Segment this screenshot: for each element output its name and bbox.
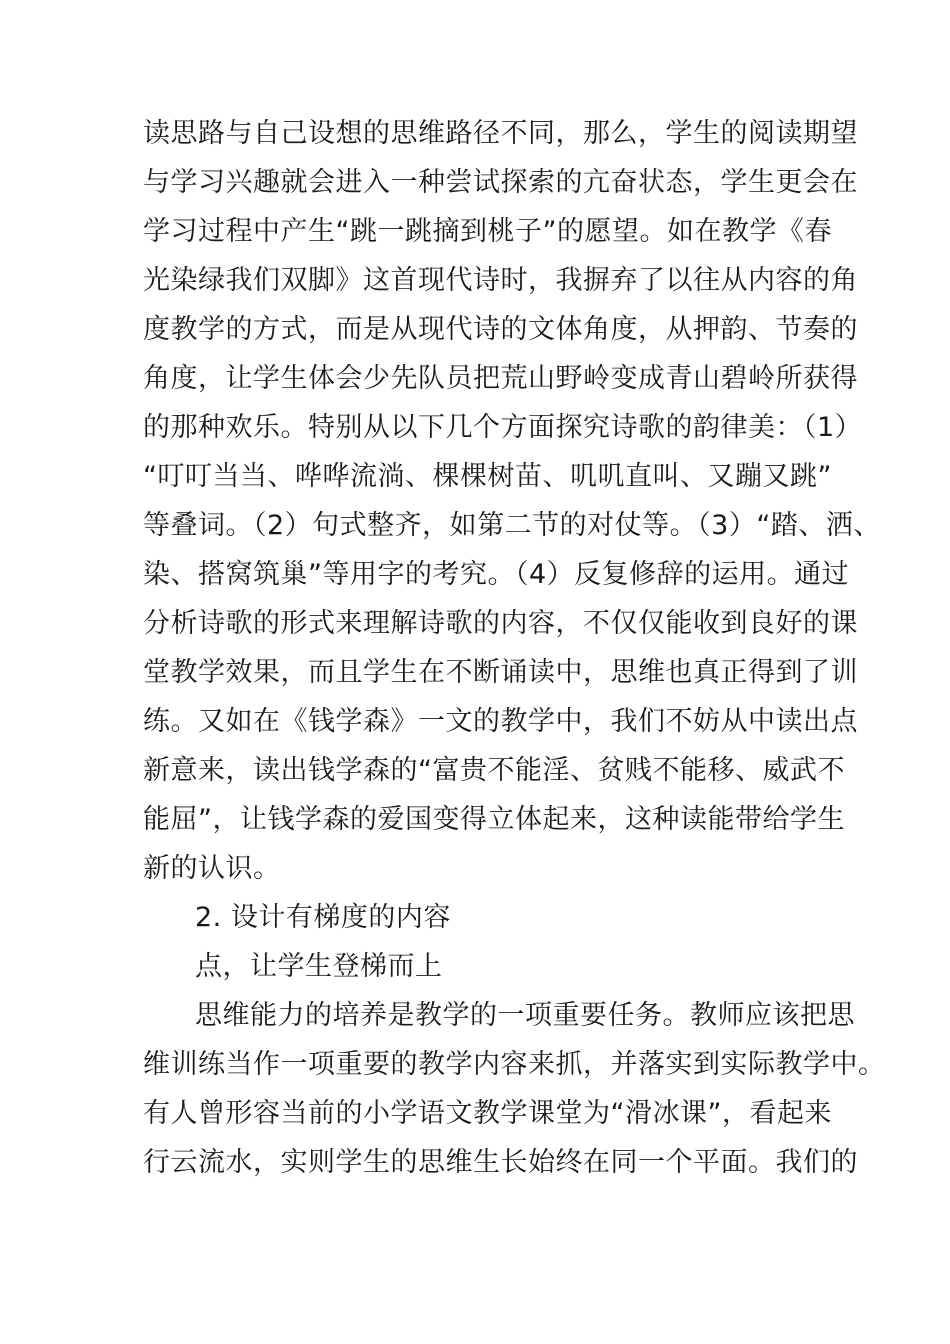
body-text-line: 度教学的方式，而是从现代诗的文体角度，从押韵、节奏的	[143, 314, 858, 345]
body-text-line: 的那种欢乐。特别从以下几个方面探究诗歌的韵律美：（1）	[143, 412, 863, 443]
section-heading: 2. 设计有梯度的内容	[195, 902, 451, 933]
body-text-line: 角度，让学生体会少先队员把荒山野岭变成青山碧岭所获得	[143, 363, 858, 394]
body-text-line: 读思路与自己设想的思维路径不同，那么，学生的阅读期望	[143, 118, 858, 149]
body-text-line: 新的认识。	[143, 853, 281, 884]
body-text-line: “叮叮当当、哗哗流淌、棵棵树苗、叽叽直叫、又蹦又跳”	[143, 461, 832, 492]
body-text-line: 维训练当作一项重要的教学内容来抓，并落实到实际教学中。	[143, 1049, 886, 1080]
body-text-line: 学习过程中产生“跳一跳摘到桃子”的愿望。如在教学《春	[143, 216, 832, 247]
body-text-line: 思维能力的培养是教学的一项重要任务。教师应该把思	[195, 1000, 855, 1031]
body-text-line: 新意来，读出钱学森的“富贵不能淫、贫贱不能移、威武不	[143, 755, 845, 786]
body-text-line: 练。又如在《钱学森》一文的教学中，我们不妨从中读出点	[143, 706, 858, 737]
body-text-line: 染、搭窝筑巢”等用字的考究。（4）反复修辞的运用。通过	[143, 559, 850, 590]
body-text-line: 与学习兴趣就会进入一种尝试探索的亢奋状态，学生更会在	[143, 167, 858, 198]
body-text-line: 分析诗歌的形式来理解诗歌的内容，不仅仅能收到良好的课	[143, 608, 858, 639]
body-text-line: 等叠词。（2）句式整齐，如第二节的对仗等。（3）“踏、洒、	[143, 510, 881, 541]
body-text-line: 堂教学效果，而且学生在不断诵读中，思维也真正得到了训	[143, 657, 858, 688]
body-text-line: 行云流水，实则学生的思维生长始终在同一个平面。我们的	[143, 1147, 858, 1178]
body-text-line: 有人曾形容当前的小学语文教学课堂为“滑冰课”，看起来	[143, 1098, 832, 1129]
section-heading-continued: 点，让学生登梯而上	[195, 951, 443, 982]
body-text-line: 光染绿我们双脚》这首现代诗时，我摒弃了以往从内容的角	[143, 265, 858, 296]
body-text-line: 能屈”，让钱学森的爱国变得立体起来，这种读能带给学生	[143, 804, 845, 835]
